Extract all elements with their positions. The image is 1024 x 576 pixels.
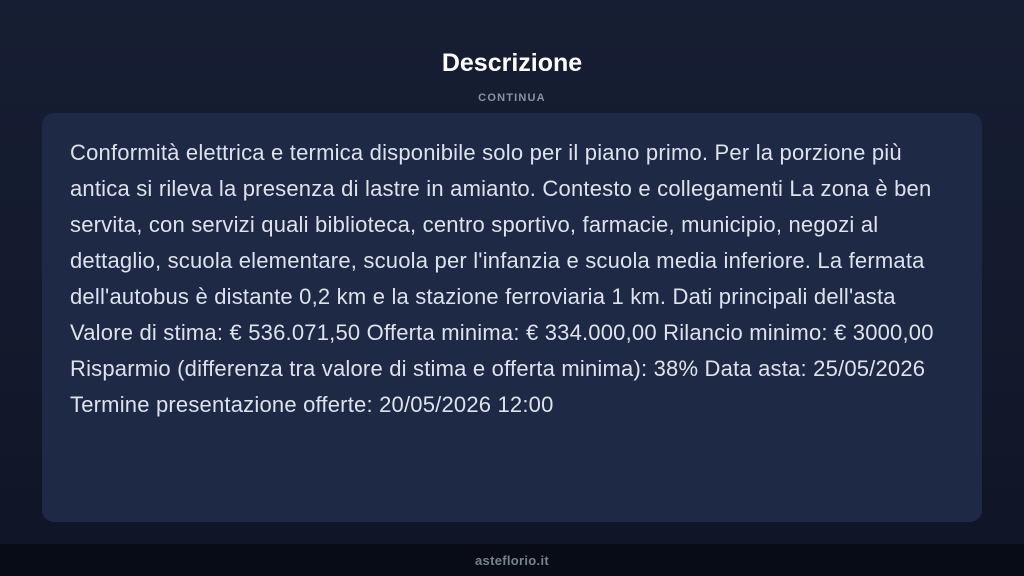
description-text: Conformità elettrica e termica disponibile solo per il piano primo. Per la porzione più antica si rileva la presenza di lastre in amianto. Contesto e collegamenti La zona è ben servita, con servizi quali biblioteca, centro sportivo, farmacie, municipio, negozi al dettaglio, scuola elementare, scuola per l'infanzia e scuola media inferiore. La fermata dell'autobus è distante 0,2 km e la stazione ferroviaria 1 km. Dati principali dell'asta Valore di stima: € 536.071,50 Offerta minima: € 334.000,00 Rilancio minimo: € 3000,00 Risparmio (differenza tra valore di stima e offerta minima): 38% Data asta: 25/05/2026 Termine presentazione offerte: 20/05/2026 12:00: [70, 140, 934, 417]
footer-bar: [0, 544, 1024, 576]
site-name: asteflorio.it: [475, 552, 549, 568]
continua-indicator: CONTINUA: [478, 91, 546, 104]
header: [0, 0, 1024, 104]
page-title: Descrizione: [441, 49, 583, 77]
description-card: [42, 113, 982, 522]
